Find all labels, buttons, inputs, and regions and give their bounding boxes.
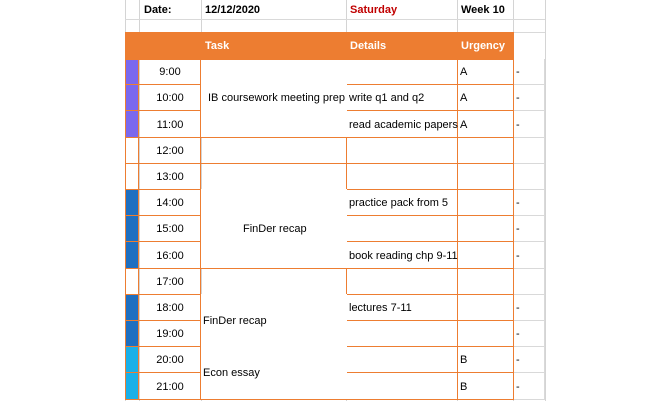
schedule-table-border: [125, 59, 514, 400]
extra-cell-text: -: [516, 249, 520, 262]
extra-cell[interactable]: [513, 190, 545, 216]
week-number[interactable]: Week 10: [461, 4, 505, 16]
column-header-details[interactable]: Details: [350, 40, 387, 52]
time-cell-text: 16:00: [156, 249, 184, 262]
extra-cell[interactable]: [513, 85, 545, 111]
time-cell-text: 21:00: [156, 380, 184, 393]
task-label: IB coursework meeting prep: [208, 92, 345, 104]
details-cell-text: lectures 7-11: [349, 302, 412, 314]
extra-cell[interactable]: [513, 216, 545, 242]
urgency-cell-text: B: [460, 354, 468, 366]
time-cell-text: 17:00: [156, 276, 184, 288]
time-cell-text: 18:00: [156, 302, 184, 314]
urgency-cell-text: A: [460, 92, 468, 104]
extra-cell-text: -: [516, 118, 520, 131]
extra-cell[interactable]: [513, 321, 545, 347]
task-label: Econ essay: [203, 367, 260, 379]
time-cell-text: 9:00: [159, 66, 181, 78]
extra-cell-text: -: [516, 380, 520, 393]
extra-cell[interactable]: [513, 347, 545, 373]
time-cell-text: 10:00: [156, 92, 184, 104]
extra-cell[interactable]: [513, 164, 545, 190]
column-header-row: [125, 32, 514, 59]
extra-cell[interactable]: [513, 269, 545, 295]
extra-cell[interactable]: [513, 59, 545, 85]
urgency-cell-text: A: [460, 66, 468, 78]
extra-cell-text: -: [516, 92, 520, 104]
time-cell-text: 20:00: [156, 354, 184, 366]
extra-cell[interactable]: [513, 138, 545, 164]
task-label: FinDer recap: [243, 223, 307, 235]
gridline: [545, 0, 546, 401]
urgency-cell-text: B: [460, 380, 468, 393]
extra-cell-text: -: [516, 354, 520, 366]
details-cell-text: read academic papers: [349, 118, 458, 131]
date-label: Date:: [144, 4, 172, 16]
extra-cell[interactable]: [513, 373, 545, 400]
time-cell-text: 15:00: [156, 223, 184, 235]
details-cell-text: write q1 and q2: [349, 92, 425, 104]
time-cell-text: 13:00: [156, 171, 184, 183]
day-of-week[interactable]: Saturday: [350, 4, 398, 16]
time-cell-text: 12:00: [156, 145, 184, 157]
extra-cell[interactable]: [513, 242, 545, 269]
extra-cell[interactable]: [513, 295, 545, 321]
gridline: [125, 19, 545, 20]
extra-cell-text: -: [516, 66, 520, 78]
extra-cell-text: -: [516, 223, 520, 235]
extra-cell-text: -: [516, 197, 520, 209]
column-header-urgency[interactable]: Urgency: [461, 40, 506, 52]
details-cell-text: practice pack from 5: [349, 197, 449, 209]
time-cell-text: 14:00: [156, 197, 184, 209]
extra-cell[interactable]: [513, 111, 545, 138]
time-cell-text: 11:00: [156, 118, 184, 131]
time-cell-text: 19:00: [156, 328, 184, 340]
column-header-task[interactable]: Task: [205, 40, 230, 52]
extra-cell-text: -: [516, 328, 520, 340]
date-value[interactable]: 12/12/2020: [205, 4, 261, 16]
extra-cell-text: -: [516, 302, 520, 314]
task-label: FinDer recap: [203, 315, 267, 327]
urgency-cell-text: A: [460, 118, 468, 131]
details-cell-text: book reading chp 9-11: [349, 249, 458, 262]
